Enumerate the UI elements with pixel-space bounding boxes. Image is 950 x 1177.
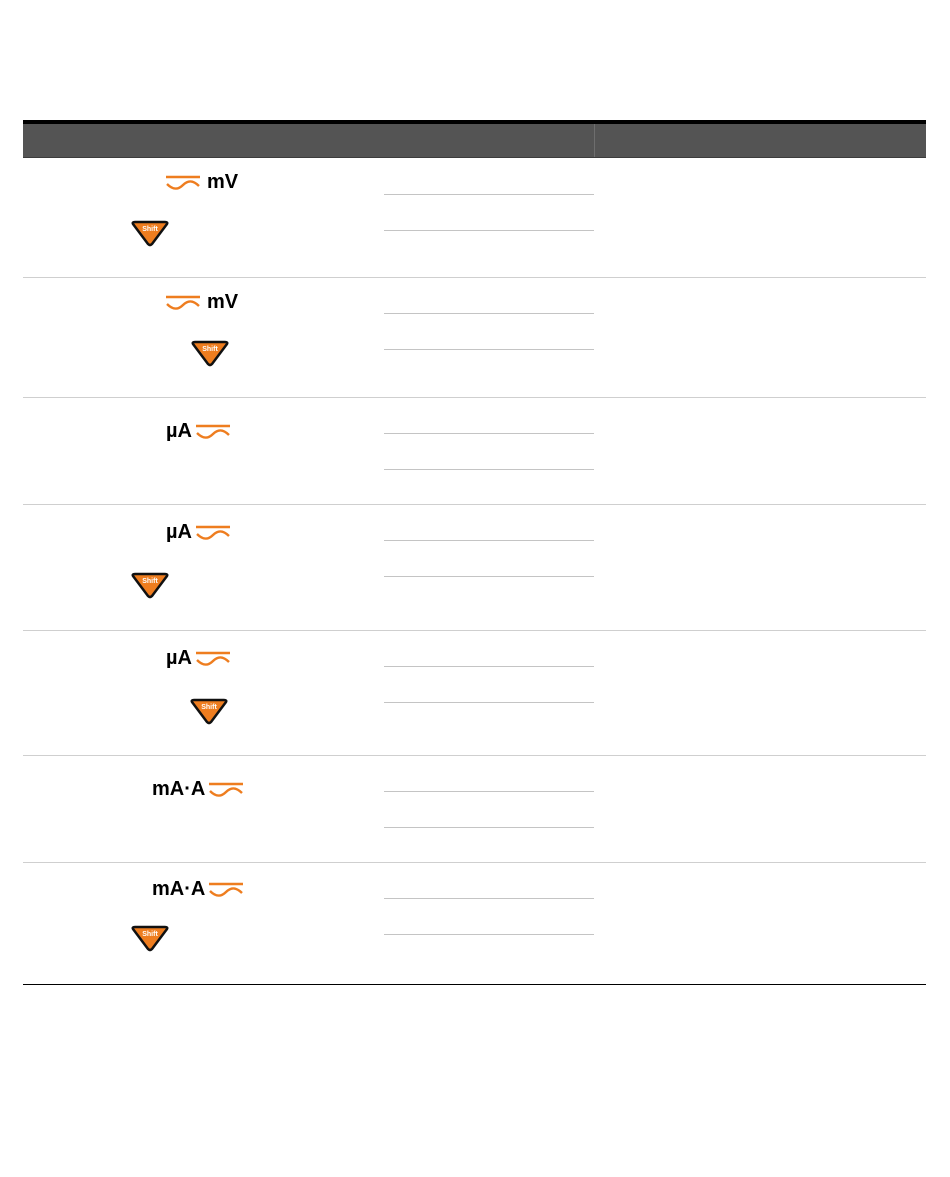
function-symbol (166, 421, 231, 441)
ac-wave-icon (208, 780, 244, 798)
sub-row-rule (384, 827, 594, 828)
table-row (23, 863, 926, 985)
ac-wave-icon (165, 293, 201, 311)
table-row (23, 158, 926, 278)
shift-key-label: Shift (201, 704, 217, 711)
sub-row-rule (384, 702, 594, 703)
unit-label: mV (207, 171, 239, 193)
function-symbol (166, 522, 231, 542)
sub-row-rule (384, 194, 594, 195)
table-row (23, 631, 926, 756)
table-header (23, 124, 926, 158)
sub-row-rule (384, 791, 594, 792)
function-symbol (165, 172, 238, 192)
unit-label: mV (207, 291, 239, 313)
unit-label: mA·A (152, 778, 206, 800)
shift-key-label: Shift (142, 578, 158, 585)
ac-wave-icon (195, 649, 231, 667)
header-column-divider (594, 124, 595, 157)
sub-row-rule (384, 469, 594, 470)
shift-key-label: Shift (202, 346, 218, 353)
shift-key-icon (130, 220, 170, 248)
function-symbol (152, 879, 244, 899)
function-table (23, 120, 926, 985)
unit-label: mA·A (152, 878, 206, 900)
sub-row-rule (384, 934, 594, 935)
ac-wave-icon (195, 523, 231, 541)
function-symbol (166, 648, 231, 668)
ac-wave-icon (165, 173, 201, 191)
table-row (23, 756, 926, 863)
shift-key-label: Shift (142, 931, 158, 938)
sub-row-rule (384, 230, 594, 231)
shift-key-label: Shift (142, 226, 158, 233)
shift-key-icon (130, 572, 170, 600)
sub-row-rule (384, 576, 594, 577)
function-symbol (165, 292, 238, 312)
unit-label: µA (166, 521, 192, 543)
table-row (23, 278, 926, 398)
shift-key-icon (189, 698, 229, 726)
table-row (23, 398, 926, 505)
sub-row-rule (384, 540, 594, 541)
sub-row-rule (384, 898, 594, 899)
ac-wave-icon (208, 880, 244, 898)
shift-key-icon (130, 925, 170, 953)
shift-key-icon (190, 340, 230, 368)
unit-label: µA (166, 420, 192, 442)
unit-label: µA (166, 647, 192, 669)
sub-row-rule (384, 349, 594, 350)
ac-wave-icon (195, 422, 231, 440)
function-symbol (152, 779, 244, 799)
sub-row-rule (384, 666, 594, 667)
table-row (23, 505, 926, 631)
sub-row-rule (384, 433, 594, 434)
sub-row-rule (384, 313, 594, 314)
